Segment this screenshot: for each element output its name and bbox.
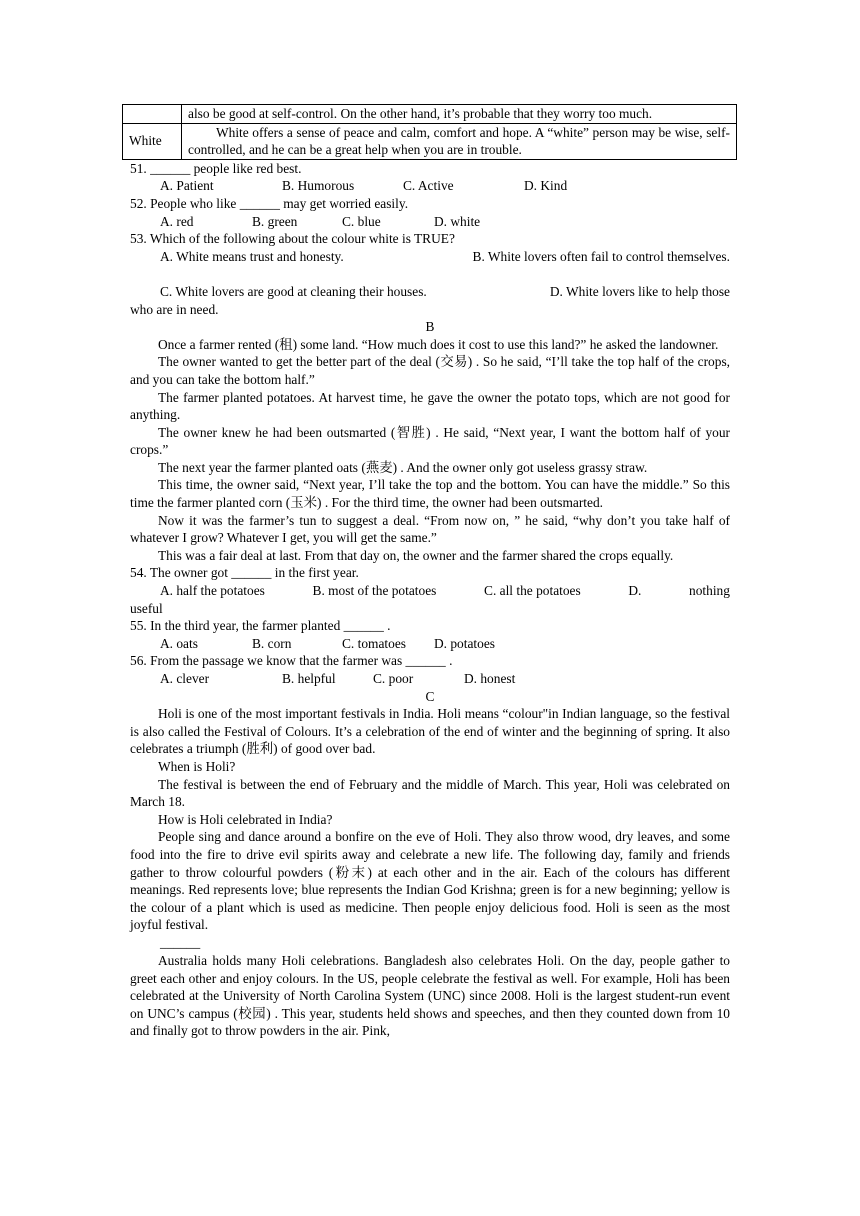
option-d-text: nothing xyxy=(689,583,730,599)
table-row xyxy=(123,123,737,159)
passage-paragraph: The festival is between the end of February and the middle of March. This year, Holi was celebrated on March 18. xyxy=(130,776,730,810)
colour-name-cell xyxy=(123,105,182,124)
passage-paragraph: The farmer planted potatoes. At harvest time, he gave the owner the potato tops, which are not good for anything. xyxy=(130,389,730,423)
passage-paragraph: The owner wanted to get the better part of the deal (交易) . So he said, “I’ll take the top half of the crops, and you can take the bottom half.” xyxy=(130,354,730,387)
passage-paragraph: This time, the owner said, “Next year, I’ll take the top and the bottom. You can have the middle.” So this time the farmer planted corn (玉米) . For the third time, the owner had been outsmarted. xyxy=(130,477,730,511)
option-d: D. White lovers like to help those xyxy=(549,283,730,299)
passage-paragraph: Now it was the farmer’s tun to suggest a deal. “From now on, ” he said, “why don’t you take half of whatever I grow? Whatever I get, you will get the same.” xyxy=(130,512,730,546)
question-stem: 56. From the passage we know that the farmer was ______ . xyxy=(130,653,453,669)
question-stem: 53. Which of the following about the colour white is TRUE? xyxy=(130,231,455,247)
option-d: D. Kind xyxy=(524,178,568,194)
answer-options xyxy=(160,213,730,231)
question-stem: 54. The owner got ______ in the first year. xyxy=(130,565,359,581)
colour-description-cell: also be good at self-control. On the other hand, it’s probable that they worry too much. xyxy=(182,105,737,124)
option-a: A. half the potatoes xyxy=(160,583,265,599)
option-a: A. Patient xyxy=(160,178,214,194)
missing-heading-blank: ______ xyxy=(160,934,201,950)
answer-options xyxy=(160,248,730,266)
option-c: C. Active xyxy=(403,178,454,194)
option-d: D. white xyxy=(434,213,481,229)
passage-b-letter: B xyxy=(425,319,435,335)
option-d: D. honest xyxy=(464,671,516,686)
option-a: A. White means trust and honesty. xyxy=(160,248,344,264)
table-row xyxy=(123,105,737,124)
passage-paragraph: Once a farmer rented (租) some land. “How much does it cost to use this land?” he asked the landowner. xyxy=(158,336,719,352)
passage-paragraph: The next year the farmer planted oats (燕麦) . And the owner only got useless grassy straw. xyxy=(158,459,648,475)
option-b: B. green xyxy=(252,213,298,229)
passage-paragraph: This was a fair deal at last. From that day on, the owner and the farmer shared the crops equally. xyxy=(158,547,674,563)
option-b: B. most of the potatoes xyxy=(312,583,437,599)
option-b: B. helpful xyxy=(282,671,336,686)
option-d-continuation: who are in need. xyxy=(130,301,219,317)
option-b: B. White lovers often fail to control themselves. xyxy=(472,248,730,264)
question-53 xyxy=(130,230,730,318)
option-c: C. White lovers are good at cleaning their houses. xyxy=(160,283,427,299)
passage-paragraph: People sing and dance around a bonfire on the eve of Holi. They also throw wood, dry leaves, and some food into the fire to drive evil spirits away and celebrate a new life. The following day, family and friends gather to throw colourful powders (粉末) at each other and in the air. Each of the colours has different meanings. Red represents love; blue represents the Indian God Krishna; green is for a new beginning; yellow is the colour of a plant which is used as medicine. Then people enjoy delicious food. Holi is seen as the most joyful festival. xyxy=(130,829,730,933)
option-b: B. Humorous xyxy=(282,178,355,194)
option-c: C. all the potatoes xyxy=(484,583,581,599)
option-d-continuation: useful xyxy=(130,600,163,616)
option-a: A. red xyxy=(160,213,194,229)
option-d: D. potatoes xyxy=(434,635,495,651)
answer-options xyxy=(160,283,730,301)
document-content xyxy=(130,104,730,1040)
question-stem: 51. ______ people like red best. xyxy=(130,160,302,176)
option-d: D. xyxy=(628,583,642,599)
answer-options xyxy=(160,670,730,688)
passage-b xyxy=(130,336,730,565)
colour-name-cell: White xyxy=(123,123,182,159)
question-54 xyxy=(130,564,730,617)
passage-c-letter: C xyxy=(425,688,435,704)
option-c: C. blue xyxy=(342,213,381,229)
option-c: C. poor xyxy=(373,671,414,686)
colour-description-cell: White offers a sense of peace and calm, comfort and hope. A “white” person may be wise, self-controlled, and he can be a great help when you are in trouble. xyxy=(182,123,737,159)
colour-meaning-table xyxy=(122,104,737,160)
option-b: B. corn xyxy=(252,635,292,651)
question-stem: 52. People who like ______ may get worried easily. xyxy=(130,195,409,211)
passage-c xyxy=(130,705,730,1040)
question-56 xyxy=(130,652,730,687)
passage-paragraph: Holi is one of the most important festivals in India. Holi means “colour"in Indian language, so the festival is also called the Festival of Colours. It’s a celebration of the end of winter and the beginning of spring. It also celebrates a triumph (胜利) of good over bad. xyxy=(130,706,730,757)
option-c: C. tomatoes xyxy=(342,635,406,651)
option-a: A. clever xyxy=(160,671,210,686)
answer-options xyxy=(160,635,730,653)
passage-paragraph: Australia holds many Holi celebrations. Bangladesh also celebrates Holi. On the day, people gather to greet each other and enjoy colours. In the US, people celebrate the festival as well. For example, Holi has been celebrated at the University of North Carolina System (UNC) since 2008. Holi is the largest student-run event on UNC’s campus (校园) . This year, students held shows and speeches, and then they counted down from 10 and finally got to throw powders in the air. Pink, xyxy=(130,952,730,1039)
option-a: A. oats xyxy=(160,635,198,651)
passage-subheading: When is Holi? xyxy=(158,758,236,774)
answer-options xyxy=(160,582,730,600)
question-51 xyxy=(130,160,730,195)
passage-subheading: How is Holi celebrated in India? xyxy=(158,811,333,827)
passage-paragraph: The owner knew he had been outsmarted (智胜) . He said, “Next year, I want the bottom half of your crops.” xyxy=(130,424,730,458)
answer-options xyxy=(160,177,730,195)
question-52 xyxy=(130,195,730,230)
question-55 xyxy=(130,617,730,652)
question-stem: 55. In the third year, the farmer planted ______ . xyxy=(130,618,391,634)
